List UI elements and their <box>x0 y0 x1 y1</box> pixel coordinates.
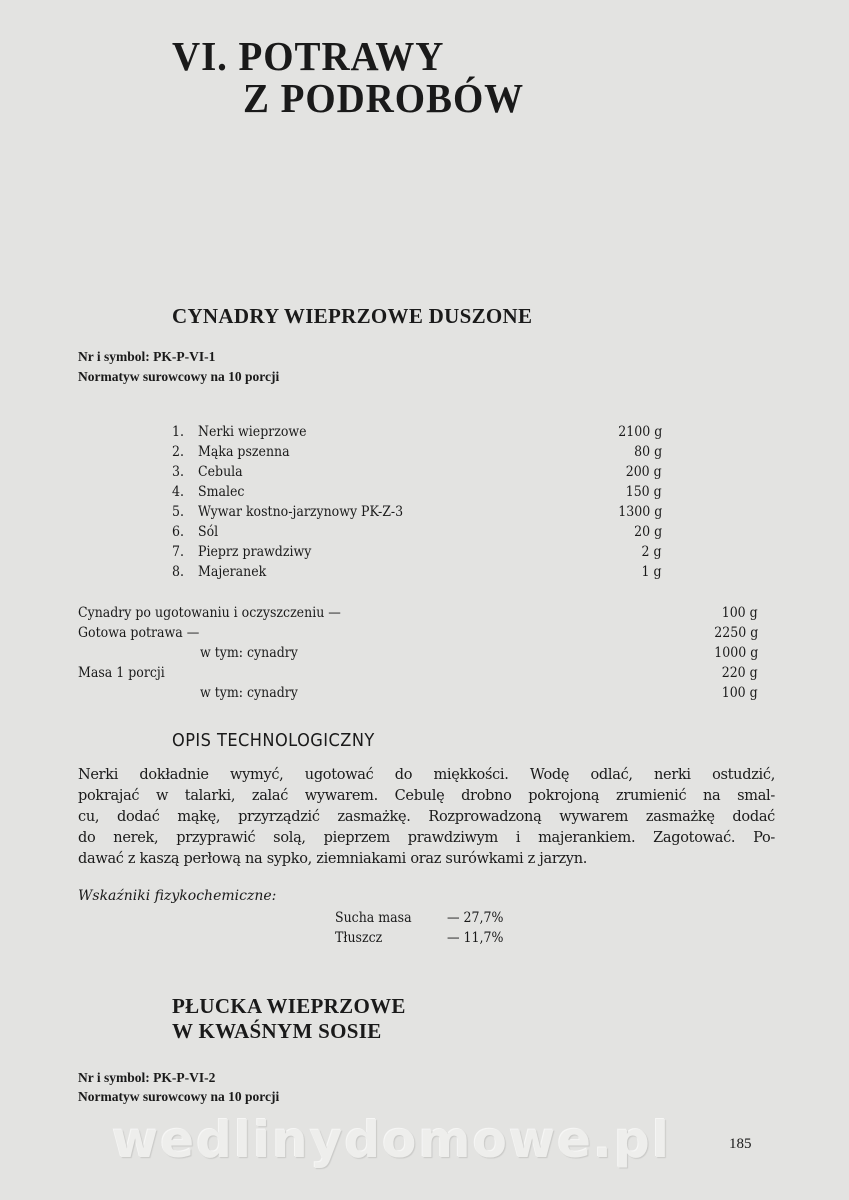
indicator-value: — 27,7% <box>447 910 504 926</box>
ingredient-number: 7. <box>172 544 184 560</box>
description-line: do nerek, przyprawić solą, pieprzem prawdziwym i majerankiem. Zagotować. Po- <box>78 830 775 846</box>
indicators-title: Wskaźniki fizykochemiczne: <box>78 888 277 904</box>
ingredient-name: Sól <box>198 524 219 540</box>
ingredient-amount: 2 g <box>641 544 662 560</box>
watermark: wedlinydomowe.pl <box>112 1111 671 1169</box>
yield-value: 1000 g <box>714 645 758 661</box>
indicator-value: — 11,7% <box>447 930 504 946</box>
ingredient-amount: 200 g <box>626 464 662 480</box>
section-title: OPIS TECHNOLOGICZNY <box>172 730 375 751</box>
recipe2-title-line1: PŁUCKA WIEPRZOWE <box>172 994 406 1018</box>
chapter-title-line1: VI. POTRAWY <box>172 33 445 79</box>
ingredient-amount: 150 g <box>626 484 662 500</box>
yield-label: Masa 1 porcji <box>78 665 165 681</box>
ingredient-name: Cebula <box>198 464 243 480</box>
ingredient-name: Mąka pszenna <box>198 444 290 460</box>
yield-label: Gotowa potrawa — <box>78 625 200 641</box>
description-paragraph <box>78 765 775 870</box>
ingredient-number: 1. <box>172 424 184 440</box>
yield-label: Cynadry po ugotowaniu i oczyszczeniu — <box>78 605 341 621</box>
ingredient-amount: 20 g <box>633 524 662 540</box>
ingredient-amount: 1 g <box>641 564 662 580</box>
ingredient-number: 6. <box>172 524 184 540</box>
description-line: cu, dodać mąkę, przyrządzić zasmażkę. Rozprowadzoną wywarem zasmażkę dodać <box>78 809 775 825</box>
ingredient-amount: 1300 g <box>618 504 662 520</box>
ingredient-name: Majeranek <box>198 564 267 580</box>
yield-label: w tym: cynadry <box>200 685 298 701</box>
recipe2-title-line2: W KWAŚNYM SOSIE <box>172 1019 382 1043</box>
recipe-title: CYNADRY WIEPRZOWE DUSZONE <box>172 304 533 328</box>
page-number: 185 <box>729 1136 752 1152</box>
ingredient-number: 8. <box>172 564 184 580</box>
ingredient-number: 3. <box>172 464 184 480</box>
yield-label: w tym: cynadry <box>200 645 298 661</box>
recipe2-norm: Normatyw surowcowy na 10 porcji <box>78 1089 280 1104</box>
ingredient-number: 4. <box>172 484 184 500</box>
recipe2-symbol: Nr i symbol: PK-P-VI-2 <box>78 1070 216 1085</box>
ingredient-name: Pieprz prawdziwy <box>198 544 312 560</box>
ingredient-name: Nerki wieprzowe <box>198 424 307 440</box>
ingredient-amount: 80 g <box>633 444 662 460</box>
description-line: dawać z kaszą perłową na sypko, ziemniakami oraz surówkami z jarzyn. <box>78 851 588 867</box>
ingredient-name: Smalec <box>198 484 245 500</box>
recipe-symbol: Nr i symbol: PK-P-VI-1 <box>78 349 216 364</box>
ingredient-number: 2. <box>172 444 184 460</box>
yield-value: 220 g <box>722 665 758 681</box>
indicator-label: Tłuszcz <box>335 930 383 946</box>
yield-value: 2250 g <box>714 625 758 641</box>
chapter-title-line2: Z PODROBÓW <box>243 75 525 121</box>
ingredient-amount: 2100 g <box>618 424 662 440</box>
description-line: Nerki dokładnie wymyć, ugotować do miękkości. Wodę odlać, nerki ostudzić, <box>78 767 775 783</box>
ingredient-number: 5. <box>172 504 184 520</box>
indicator-label: Sucha masa <box>335 910 412 926</box>
yield-value: 100 g <box>722 685 758 701</box>
yield-value: 100 g <box>722 605 758 621</box>
recipe-norm: Normatyw surowcowy na 10 porcji <box>78 369 280 384</box>
description-line: pokrajać w talarki, zalać wywarem. Cebulę drobno pokrojoną zrumienić na smal- <box>78 788 775 804</box>
ingredient-name: Wywar kostno-jarzynowy PK-Z-3 <box>198 504 404 520</box>
